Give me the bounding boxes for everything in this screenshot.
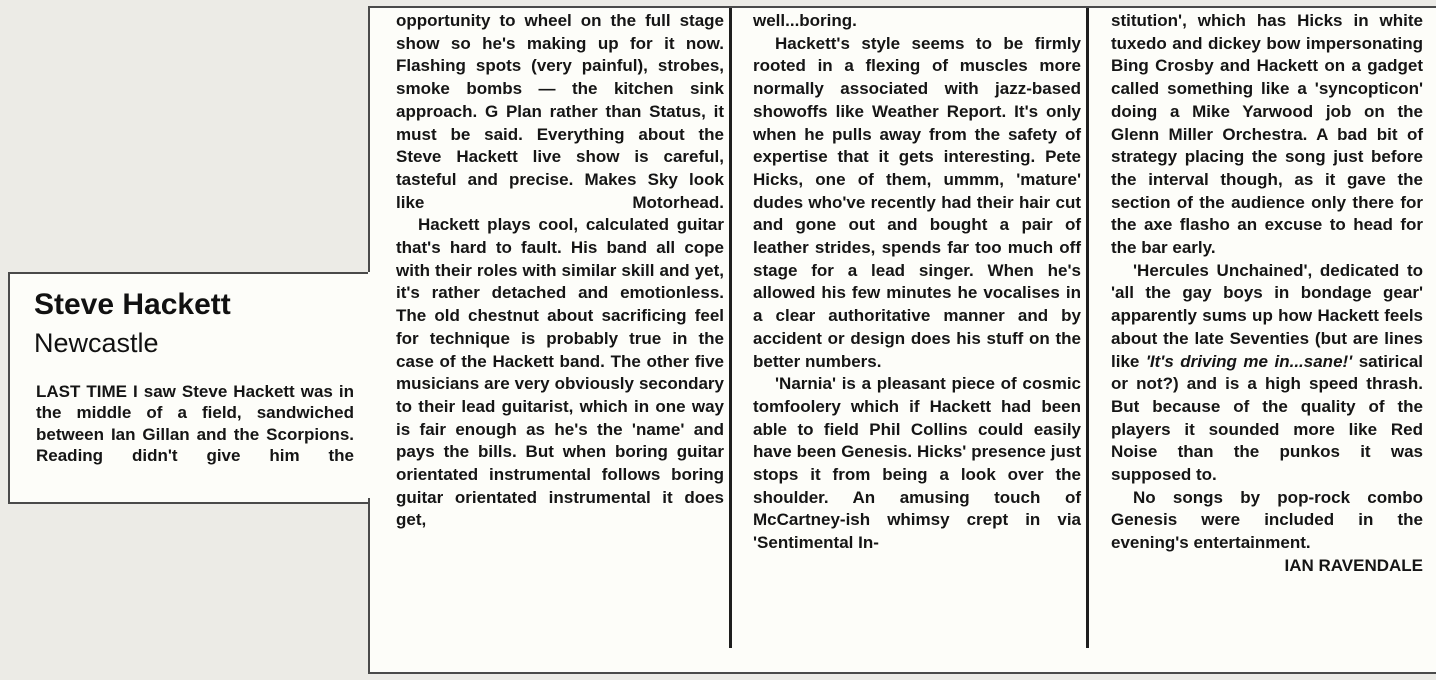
paragraph — [1111, 260, 1423, 487]
intro-paragraph: LAST TIME I saw Steve Hackett was in the middle of a field, sandwiched between Ian Gillan and the Scorpions. Reading didn't give him the — [36, 382, 354, 465]
column-rule — [729, 8, 732, 648]
paragraph: opportunity to wheel on the full stage show so he's making up for it now. Flashing spots (very painful), strobes, smoke bombs — the kitchen sink approach. G Plan rather than Status, it must be said. Everything about the Steve Hackett live show is careful, tasteful and precise. Makes Sky look like Motorhead. — [396, 11, 724, 212]
byline: IAN RAVENDALE — [1284, 555, 1423, 575]
paragraph: 'Narnia' is a pleasant piece of cosmic tomfoolery which if Hackett had been able to field Phil Collins could easily have been Genesis. Hicks' presence just stops it from being a look over the shoulder. An amusing touch of McCartney-ish whimsy crept in via 'Sentimental In- — [753, 374, 1081, 553]
review-location: Newcastle — [34, 328, 159, 358]
paragraph-text: 'Hercules Unchained', dedicated to 'all the gay boys in bondage gear' apparently sums up how Hackett feels about the late Seventies (but are lines like — [1111, 260, 1423, 371]
paragraph-text: satirical or not?) and is a high speed thrash. But because of the quality of the players it sounded more like Red Noise than the punkos it was supposed to. — [1111, 351, 1423, 485]
column-3 — [1111, 10, 1423, 578]
paragraph: Hackett plays cool, calculated guitar that's hard to fault. His band all cope with their roles with similar skill and yet, it's rather detached and emotionless. The old chestnut about sacrificing feel for technique is probably true in the case of the Hackett band. The other five musicians are very obviously secondary to their lead guitarist, which in one way is fair enough as he's the 'name' and pays the bills. But when boring guitar orientated instrumental follows boring guitar orientated instrumental it does get, — [396, 215, 724, 530]
column-rule — [1086, 8, 1089, 648]
paragraph: well...boring. — [753, 11, 857, 30]
lyric-quote: 'It's driving me in...sane!' — [1145, 351, 1353, 371]
clipping-join — [368, 272, 390, 498]
paragraph: stitution', which has Hicks in white tuxedo and dickey bow impersonating Bing Crosby and Hackett on a gadget called something like a 'syncopticon' doing a Mike Yarwood job on the Glenn Miller Orchestra. A bad bit of strategy placing the song just before the interval though, as it gave the section of the audience only there for the axe flasho an excuse to head for the bar early. — [1111, 11, 1423, 258]
column-2 — [753, 10, 1081, 555]
paragraph: No songs by pop-rock combo Genesis were included in the evening's entertainment. — [1111, 487, 1423, 553]
column-1 — [396, 10, 724, 532]
review-title: Steve Hackett — [34, 288, 231, 321]
paragraph: Hackett's style seems to be firmly rooted in a flexing of muscles more normally associated with jazz-based showoffs like Weather Report. It's only when he pulls away from the safety of expertise that it gets interesting. Pete Hicks, one of them, ummm, 'mature' dudes who've recently had their hair cut and gone out and bought a pair of leather strides, spends far too much off stage for a lead singer. When he's allowed his few minutes he vocalises in a clear authoritative manner and by accident or design does his stuff on the better numbers. — [753, 33, 1081, 371]
